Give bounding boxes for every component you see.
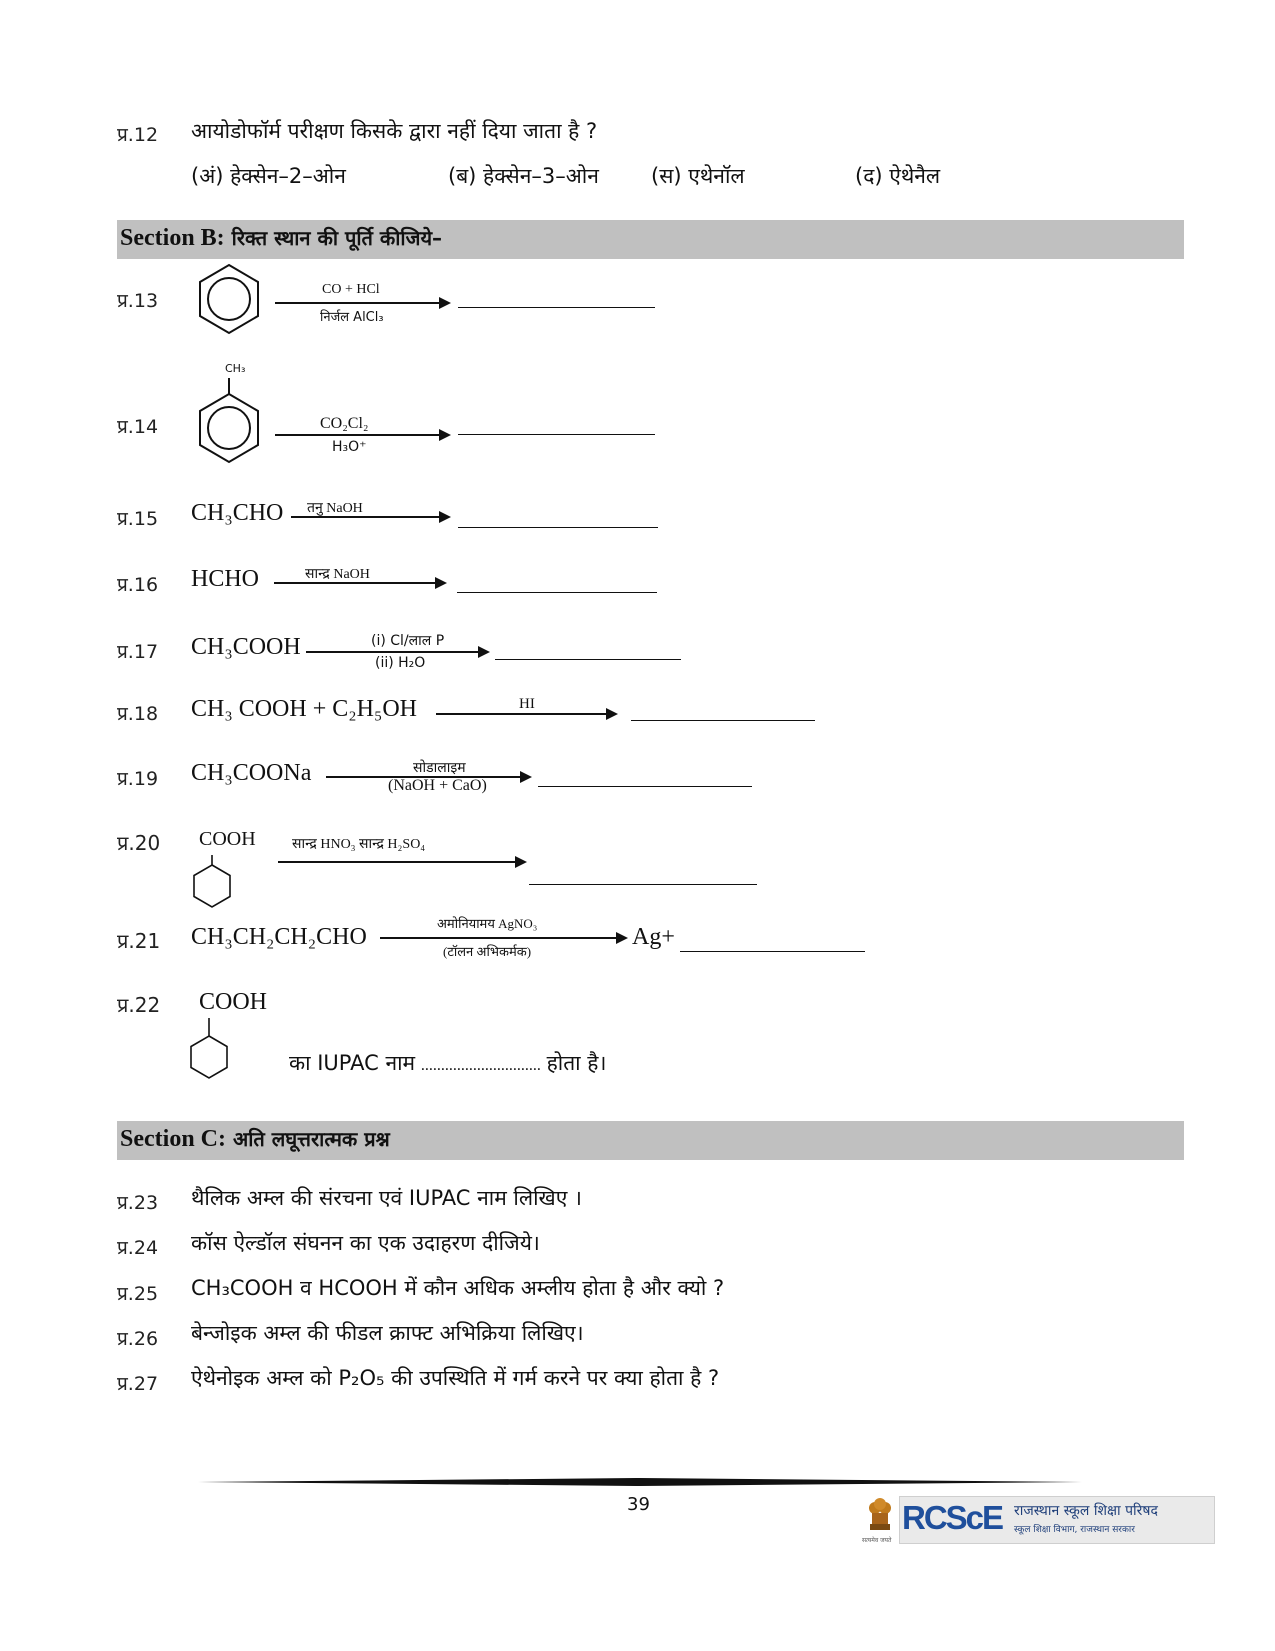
question-text: कॉस ऐल्डॉल संघनन का एक उदाहरण दीजिये।: [191, 1231, 540, 1255]
question-number: प्र.13: [117, 290, 159, 312]
section-label: Section C:: [120, 1126, 226, 1152]
question-number: प्र.14: [117, 416, 159, 438]
reagent-below: निर्जल AlCl₃: [320, 310, 384, 325]
cyclohexane-ring-icon: [189, 855, 235, 913]
reactant: HCHO: [191, 566, 260, 592]
reaction-arrow: [275, 302, 447, 304]
reagent-above: CO + HCl: [322, 282, 380, 297]
question-number: प्र.24: [117, 1237, 159, 1259]
page-number: 39: [627, 1494, 650, 1515]
reaction-arrow: [436, 713, 614, 715]
methyl-label: CH₃: [225, 362, 246, 375]
reagent-below: (टॉलन अभिकर्मक): [443, 944, 532, 959]
section-title: रिक्त स्थान की पूर्ति कीजिये–: [224, 226, 443, 250]
option-c: (स) एथेनॉल: [651, 164, 745, 188]
question-number: प्र.22: [117, 993, 161, 1017]
answer-blank[interactable]: [680, 951, 865, 952]
option-d: (द) ऐथेनैल: [855, 164, 941, 188]
reactant: CH₃ COOH + C₂H₅OH: [191, 696, 417, 722]
question-number: प्र.15: [117, 508, 159, 530]
question-number: प्र.19: [117, 768, 159, 790]
reactant: CH₃COOH: [191, 634, 301, 660]
question-text: बेन्जोइक अम्ल की फीडल क्राफ्ट अभिक्रिया लिखिए।: [191, 1321, 584, 1345]
reagent-above: सोडालाइम: [413, 761, 466, 776]
reagent-below: (ii) H₂O: [375, 655, 426, 671]
substituent-group: COOH: [199, 828, 256, 850]
section-label: Section B:: [120, 225, 225, 251]
question-text: ऐथेनोइक अम्ल को P₂O₅ की उपस्थिति में गर्म करने पर क्या होता है ?: [191, 1366, 720, 1390]
question-text: आयोडोफॉर्म परीक्षण किसके द्वारा नहीं दिया जाता है ?: [191, 119, 598, 143]
substituent-group: COOH: [199, 989, 268, 1015]
reagent-above: CO₂Cl₂: [320, 415, 369, 432]
question-text: थैलिक अम्ल की संरचना एवं IUPAC नाम लिखिए ।: [191, 1186, 582, 1210]
answer-blank[interactable]: [529, 884, 757, 885]
answer-dots[interactable]: ..............................: [420, 1057, 541, 1074]
answer-blank[interactable]: [458, 434, 655, 435]
question-text: CH₃COOH व HCOOH में कौन अधिक अम्लीय होता है और क्यो ?: [191, 1276, 725, 1300]
section-b-header: [117, 220, 1184, 259]
answer-blank[interactable]: [631, 720, 815, 721]
prompt-text-end: होता है।: [546, 1051, 607, 1075]
emblem-caption: सत्यमेव जयते: [862, 1537, 892, 1544]
question-number: प्र.12: [117, 124, 159, 146]
question-number: प्र.25: [117, 1283, 159, 1305]
question-number: प्र.18: [117, 703, 159, 725]
section-c-header: [117, 1121, 1184, 1160]
cyclohexane-ring-icon: [186, 1018, 232, 1086]
rcsce-logo: [899, 1496, 1215, 1544]
question-number: प्र.20: [117, 831, 161, 855]
reaction-arrow: [291, 516, 447, 518]
reagent-above: अमोनियामय AgNO₃: [437, 916, 538, 931]
option-b: (ब) हेक्सेन–3–ओन: [448, 164, 599, 188]
org-subtitle: स्कूल शिक्षा विभाग, राजस्थान सरकार: [1014, 1525, 1135, 1535]
option-a: (अं) हेक्सेन–2–ओन: [191, 164, 346, 188]
reagent-above: सान्द्र HNO₃ सान्द्र H₂SO₄: [292, 837, 426, 852]
benzene-ring-icon: [194, 262, 264, 338]
section-title: अति लघूत्तरात्मक प्रश्न: [225, 1127, 390, 1151]
question-number: प्र.26: [117, 1328, 159, 1350]
reaction-arrow: [278, 861, 523, 863]
toluene-ring-icon: [194, 378, 264, 468]
reagent-above: HI: [519, 696, 535, 712]
question-number: प्र.16: [117, 574, 159, 596]
question-number: प्र.23: [117, 1192, 159, 1214]
reagent-below: H₃O⁺: [332, 439, 367, 455]
answer-blank[interactable]: [457, 592, 657, 593]
prompt-text: का IUPAC नाम: [289, 1051, 416, 1075]
reagent-above: सान्द्र NaOH: [305, 567, 370, 582]
reactant: CH₃COONa: [191, 760, 312, 786]
answer-blank[interactable]: [458, 307, 655, 308]
reagent-below: (NaOH + CaO): [388, 777, 487, 794]
org-name: राजस्थान स्कूल शिक्षा परिषद: [1014, 1503, 1158, 1519]
reaction-arrow: [306, 651, 486, 653]
reagent-above: तनु NaOH: [307, 501, 363, 516]
logo-wordmark: RCScE: [902, 1499, 1003, 1536]
reaction-arrow: [380, 937, 624, 939]
question-number: प्र.21: [117, 929, 161, 953]
iupac-prompt: [289, 1049, 606, 1077]
product: Ag+: [632, 924, 675, 950]
reactant: CH₃CH₂CH₂CHO: [191, 924, 367, 950]
question-number: प्र.17: [117, 641, 159, 663]
answer-blank[interactable]: [458, 527, 658, 528]
answer-blank[interactable]: [538, 786, 752, 787]
footer-rule: [198, 1478, 1082, 1486]
question-number: प्र.27: [117, 1373, 159, 1395]
state-emblem-icon: [862, 1494, 894, 1544]
answer-blank[interactable]: [495, 659, 681, 660]
reagent-above: (i) Cl/लाल P: [371, 633, 445, 649]
reaction-arrow: [275, 434, 447, 436]
reactant: CH₃CHO: [191, 500, 284, 526]
reaction-arrow: [274, 582, 443, 584]
